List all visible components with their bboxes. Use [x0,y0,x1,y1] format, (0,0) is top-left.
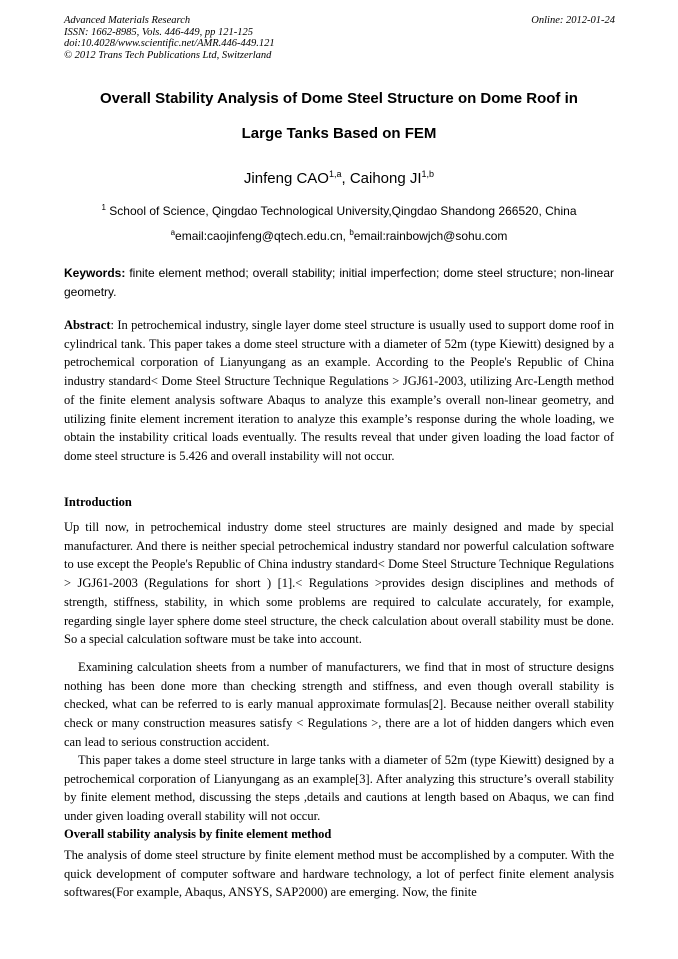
paper-title-line2: Large Tanks Based on FEM [241,125,437,142]
issn-line: ISSN: 1662-8985, Vols. 446-449, pp 121-125 [64,26,253,38]
abstract-label: Abstract [64,318,111,332]
paper-title-line1: Overall Stability Analysis of Dome Steel Structure on Dome Roof in [100,90,578,107]
abstract [64,316,614,466]
author-affil-sup: 1,b [421,169,435,179]
keywords-text: finite element method; overall stability; initial imperfection; dome steel structure; non-linear geometry. [64,266,614,299]
online-date: Online: 2012-01-24 [531,15,615,26]
paragraph: Up till now, in petrochemical industry dome steel structures are mainly designed and made by special manufacturer. And there is neither special petrochemical industry standard nor powerful calculation software to use except the People's Republic of China industry standard< Dome Steel Structure Technique Regulations > JGJ61-2003 (Regulations for short ) [1].< Regulations >provides design disciplines and methods of strength, stiffness, stability, in which some problems are required to calculate accurately, for example, regarding single layer sphere dome steel structure, the check calculation about overall stability must be done. So a special calculation software must be take into account. [64,520,614,647]
keywords [64,264,614,302]
copyright-line: © 2012 Trans Tech Publications Ltd, Switzerland [64,49,272,61]
keywords-label: Keywords: [64,266,126,280]
paragraph: The analysis of dome steel structure by finite element method must be accomplished by a computer. With the quick development of computer software and hardware technology, a lot of perfect finite element analysis softwares(For example, Abaqus, ANSYS, SAP2000) are emerging. Now, the finite [64,848,614,900]
journal-name: Advanced Materials Research [64,15,191,26]
journal-header [64,15,275,61]
email-sup: b [349,228,354,237]
author-separator: , [341,170,350,187]
paragraph: Examining calculation sheets from a number of manufacturers, we find that in most of structure designs nothing has been done more than checking strength and stiffness, and even though overall stability is checked, what can be referred to is early manual approximate formulas[2]. Because neither overall stability check or many construction measures satisfy < Regulations >, there are a lot of hidden dangers which even can lead to serious construction accident. [64,660,614,749]
email-address: email:rainbowjch@sohu.com [353,229,508,243]
author-name: Caihong JI [349,170,422,187]
author-affil-sup: 1,a [328,169,342,179]
author-name: Jinfeng CAO [243,170,329,187]
paragraph: This paper takes a dome steel structure in large tanks with a diameter of 52m (type Kiewitt) designed by a petrochemical corporation of Lianyungang as an example[3]. After analyzing this structure’s overall stability by finite element method, discussing the steps ,details and cautions at length based on Abaqus, we can find under given loading overall stability will not occur. [64,753,614,824]
section-heading-stability-analysis: Overall stability analysis by finite element method [64,827,332,841]
abstract-text: : In petrochemical industry, single layer dome steel structure is usually used to support dome roof in cylindrical tank. This paper takes a dome steel structure with a diameter of 52m (type Kiewitt) designed by a petrochemical corporation of Lianyungang as an example. According to the People's Republic of China industry standard< Dome Steel Structure Technique Regulations > JGJ61-2003, utilizing Arc-Length method of the finite element analysis software Abaqus to analyze this example’s overall non-linear geometry, and utilizing finite element increment iteration to analyze this example’s response during the whole loading, we obtain the instability critical loads eventually. The results reveal that under given loading the load factor of dome steel structure is 5.426 and overall instability will not occur. [64,318,614,463]
doi-line: doi:10.4028/www.scientific.net/AMR.446-449.121 [64,38,275,49]
section-heading-introduction: Introduction [64,495,132,509]
email-address: email:caojinfeng@qtech.edu.cn, [175,229,350,243]
affiliation-text: School of Science, Qingdao Technological University,Qingdao Shandong 266520, China [105,204,577,218]
author-list [40,170,638,187]
affiliation [40,204,638,218]
author-emails [40,229,638,243]
email-sup: a [170,228,176,237]
affiliation-sup: 1 [101,203,106,212]
